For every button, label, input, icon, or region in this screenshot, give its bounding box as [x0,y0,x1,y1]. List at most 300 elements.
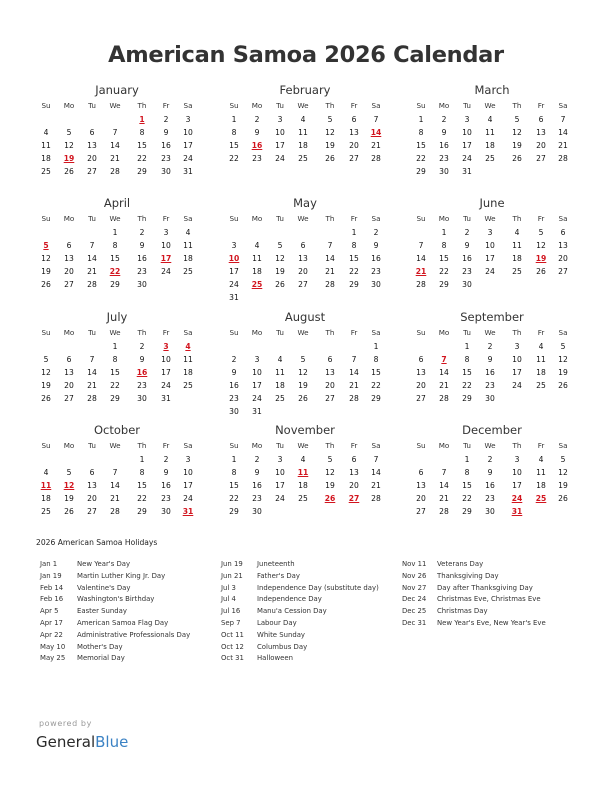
day-cell[interactable]: 13 [558,241,568,250]
day-cell[interactable]: 28 [371,494,381,503]
day-cell[interactable]: 5 [66,128,72,137]
day-cell[interactable]: 17 [512,368,522,377]
day-cell[interactable]: 13 [416,368,426,377]
holiday-day-cell[interactable]: 1 [139,115,145,124]
day-cell[interactable]: 5 [277,241,283,250]
day-cell[interactable]: 28 [439,507,449,516]
day-cell[interactable]: 12 [512,128,522,137]
day-cell[interactable]: 17 [183,141,193,150]
day-cell[interactable]: 6 [66,241,72,250]
day-cell[interactable]: 23 [462,267,472,276]
day-cell[interactable]: 25 [485,154,495,163]
day-cell[interactable]: 3 [514,342,520,351]
day-cell[interactable]: 30 [161,507,171,516]
day-cell[interactable]: 10 [183,468,193,477]
day-cell[interactable]: 10 [161,241,171,250]
day-cell[interactable]: 22 [349,267,359,276]
day-cell[interactable]: 15 [229,481,239,490]
day-cell[interactable]: 14 [325,254,335,263]
day-cell[interactable]: 3 [231,241,237,250]
day-cell[interactable]: 24 [161,267,171,276]
day-cell[interactable]: 2 [441,115,447,124]
day-cell[interactable]: 23 [485,494,495,503]
day-cell[interactable]: 21 [349,381,359,390]
day-cell[interactable]: 19 [41,267,51,276]
day-cell[interactable]: 19 [275,267,285,276]
day-cell[interactable]: 9 [139,355,145,364]
day-cell[interactable]: 1 [373,342,379,351]
day-cell[interactable]: 16 [252,481,262,490]
day-cell[interactable]: 29 [137,507,147,516]
day-cell[interactable]: 4 [43,468,49,477]
day-cell[interactable]: 29 [462,507,472,516]
day-cell[interactable]: 10 [183,128,193,137]
day-cell[interactable]: 30 [485,507,495,516]
holiday-day-cell[interactable]: 21 [415,267,427,276]
day-cell[interactable]: 17 [183,481,193,490]
day-cell[interactable]: 26 [41,394,51,403]
day-cell[interactable]: 2 [139,228,145,237]
day-cell[interactable]: 24 [485,267,495,276]
day-cell[interactable]: 17 [485,254,495,263]
day-cell[interactable]: 21 [371,481,381,490]
day-cell[interactable]: 13 [325,368,335,377]
day-cell[interactable]: 8 [231,128,237,137]
day-cell[interactable]: 6 [560,228,566,237]
day-cell[interactable]: 2 [163,115,169,124]
day-cell[interactable]: 8 [464,468,470,477]
day-cell[interactable]: 18 [536,368,546,377]
day-cell[interactable]: 30 [252,507,262,516]
day-cell[interactable]: 19 [325,481,335,490]
day-cell[interactable]: 13 [349,128,359,137]
day-cell[interactable]: 31 [462,167,472,176]
day-cell[interactable]: 30 [371,280,381,289]
day-cell[interactable]: 11 [512,241,522,250]
day-cell[interactable]: 30 [439,167,449,176]
day-cell[interactable]: 9 [487,468,493,477]
day-cell[interactable]: 1 [112,342,118,351]
day-cell[interactable]: 12 [64,141,74,150]
day-cell[interactable]: 14 [87,254,97,263]
day-cell[interactable]: 1 [351,228,357,237]
day-cell[interactable]: 28 [416,280,426,289]
day-cell[interactable]: 7 [89,355,95,364]
day-cell[interactable]: 3 [487,228,493,237]
day-cell[interactable]: 29 [439,280,449,289]
day-cell[interactable]: 22 [371,381,381,390]
day-cell[interactable]: 11 [275,368,285,377]
day-cell[interactable]: 13 [87,481,97,490]
holiday-day-cell[interactable]: 19 [535,254,547,263]
day-cell[interactable]: 29 [462,394,472,403]
day-cell[interactable]: 16 [229,381,239,390]
day-cell[interactable]: 25 [183,267,193,276]
day-cell[interactable]: 8 [231,468,237,477]
day-cell[interactable]: 13 [64,368,74,377]
day-cell[interactable]: 15 [416,141,426,150]
day-cell[interactable]: 6 [418,355,424,364]
day-cell[interactable]: 6 [418,468,424,477]
day-cell[interactable]: 25 [298,154,308,163]
day-cell[interactable]: 30 [137,394,147,403]
day-cell[interactable]: 18 [485,141,495,150]
day-cell[interactable]: 4 [300,115,306,124]
day-cell[interactable]: 26 [275,280,285,289]
day-cell[interactable]: 27 [64,280,74,289]
day-cell[interactable]: 18 [183,368,193,377]
day-cell[interactable]: 9 [254,128,260,137]
day-cell[interactable]: 22 [137,494,147,503]
day-cell[interactable]: 18 [298,141,308,150]
day-cell[interactable]: 27 [416,507,426,516]
day-cell[interactable]: 21 [439,381,449,390]
day-cell[interactable]: 26 [64,507,74,516]
day-cell[interactable]: 6 [300,241,306,250]
holiday-day-cell[interactable]: 14 [370,128,382,137]
day-cell[interactable]: 11 [298,128,308,137]
day-cell[interactable]: 26 [325,154,335,163]
day-cell[interactable]: 5 [66,468,72,477]
day-cell[interactable]: 23 [439,154,449,163]
day-cell[interactable]: 7 [351,355,357,364]
holiday-day-cell[interactable]: 12 [63,481,75,490]
day-cell[interactable]: 25 [183,381,193,390]
day-cell[interactable]: 15 [137,481,147,490]
day-cell[interactable]: 29 [110,280,120,289]
holiday-day-cell[interactable]: 19 [63,154,75,163]
day-cell[interactable]: 8 [441,241,447,250]
day-cell[interactable]: 12 [558,355,568,364]
day-cell[interactable]: 25 [298,494,308,503]
day-cell[interactable]: 16 [137,254,147,263]
day-cell[interactable]: 25 [512,267,522,276]
day-cell[interactable]: 15 [462,481,472,490]
day-cell[interactable]: 16 [161,481,171,490]
holiday-day-cell[interactable]: 7 [441,355,447,364]
day-cell[interactable]: 18 [41,494,51,503]
day-cell[interactable]: 1 [231,455,237,464]
day-cell[interactable]: 26 [536,267,546,276]
day-cell[interactable]: 6 [66,355,72,364]
day-cell[interactable]: 24 [462,154,472,163]
holiday-day-cell[interactable]: 4 [185,342,191,351]
day-cell[interactable]: 27 [87,507,97,516]
day-cell[interactable]: 17 [229,267,239,276]
day-cell[interactable]: 1 [112,228,118,237]
day-cell[interactable]: 7 [373,455,379,464]
day-cell[interactable]: 17 [512,481,522,490]
day-cell[interactable]: 14 [110,481,120,490]
day-cell[interactable]: 27 [558,267,568,276]
day-cell[interactable]: 13 [349,468,359,477]
day-cell[interactable]: 2 [464,228,470,237]
day-cell[interactable]: 24 [275,494,285,503]
day-cell[interactable]: 25 [41,507,51,516]
day-cell[interactable]: 7 [327,241,333,250]
holiday-day-cell[interactable]: 3 [163,342,169,351]
day-cell[interactable]: 3 [254,355,260,364]
day-cell[interactable]: 18 [183,254,193,263]
day-cell[interactable]: 1 [441,228,447,237]
day-cell[interactable]: 31 [161,394,171,403]
day-cell[interactable]: 24 [252,394,262,403]
day-cell[interactable]: 9 [373,241,379,250]
day-cell[interactable]: 24 [183,154,193,163]
day-cell[interactable]: 2 [139,342,145,351]
day-cell[interactable]: 22 [110,381,120,390]
day-cell[interactable]: 25 [41,167,51,176]
day-cell[interactable]: 1 [464,455,470,464]
day-cell[interactable]: 19 [558,481,568,490]
day-cell[interactable]: 12 [41,254,51,263]
day-cell[interactable]: 14 [439,481,449,490]
day-cell[interactable]: 15 [110,368,120,377]
day-cell[interactable]: 24 [183,494,193,503]
day-cell[interactable]: 12 [536,241,546,250]
day-cell[interactable]: 7 [418,241,424,250]
day-cell[interactable]: 9 [487,355,493,364]
day-cell[interactable]: 22 [462,494,472,503]
day-cell[interactable]: 7 [373,115,379,124]
day-cell[interactable]: 5 [327,115,333,124]
day-cell[interactable]: 24 [512,381,522,390]
day-cell[interactable]: 13 [64,254,74,263]
day-cell[interactable]: 8 [351,241,357,250]
day-cell[interactable]: 6 [327,355,333,364]
day-cell[interactable]: 16 [462,254,472,263]
day-cell[interactable]: 21 [325,267,335,276]
day-cell[interactable]: 20 [416,494,426,503]
day-cell[interactable]: 29 [137,167,147,176]
day-cell[interactable]: 27 [64,394,74,403]
day-cell[interactable]: 21 [558,141,568,150]
day-cell[interactable]: 20 [349,141,359,150]
day-cell[interactable]: 4 [43,128,49,137]
day-cell[interactable]: 2 [373,228,379,237]
day-cell[interactable]: 5 [560,455,566,464]
day-cell[interactable]: 3 [514,455,520,464]
day-cell[interactable]: 31 [183,167,193,176]
day-cell[interactable]: 11 [41,141,51,150]
day-cell[interactable]: 19 [41,381,51,390]
day-cell[interactable]: 18 [252,267,262,276]
day-cell[interactable]: 4 [300,455,306,464]
day-cell[interactable]: 28 [371,154,381,163]
day-cell[interactable]: 20 [558,254,568,263]
day-cell[interactable]: 15 [371,368,381,377]
day-cell[interactable]: 15 [229,141,239,150]
day-cell[interactable]: 17 [462,141,472,150]
day-cell[interactable]: 10 [462,128,472,137]
day-cell[interactable]: 11 [183,355,193,364]
day-cell[interactable]: 28 [87,394,97,403]
day-cell[interactable]: 15 [137,141,147,150]
day-cell[interactable]: 9 [163,128,169,137]
day-cell[interactable]: 11 [183,241,193,250]
day-cell[interactable]: 17 [275,481,285,490]
day-cell[interactable]: 2 [163,455,169,464]
day-cell[interactable]: 11 [536,355,546,364]
day-cell[interactable]: 16 [485,368,495,377]
day-cell[interactable]: 8 [139,468,145,477]
day-cell[interactable]: 23 [252,154,262,163]
holiday-day-cell[interactable]: 24 [511,494,523,503]
day-cell[interactable]: 14 [87,368,97,377]
day-cell[interactable]: 4 [487,115,493,124]
day-cell[interactable]: 23 [252,494,262,503]
day-cell[interactable]: 18 [298,481,308,490]
day-cell[interactable]: 15 [349,254,359,263]
holiday-day-cell[interactable]: 10 [228,254,240,263]
day-cell[interactable]: 24 [275,154,285,163]
holiday-day-cell[interactable]: 25 [535,494,547,503]
day-cell[interactable]: 31 [229,293,239,302]
day-cell[interactable]: 23 [485,381,495,390]
day-cell[interactable]: 27 [298,280,308,289]
day-cell[interactable]: 15 [462,368,472,377]
day-cell[interactable]: 2 [487,342,493,351]
day-cell[interactable]: 14 [416,254,426,263]
day-cell[interactable]: 3 [464,115,470,124]
day-cell[interactable]: 5 [514,115,520,124]
day-cell[interactable]: 25 [275,394,285,403]
day-cell[interactable]: 22 [229,494,239,503]
day-cell[interactable]: 30 [137,280,147,289]
day-cell[interactable]: 12 [325,128,335,137]
day-cell[interactable]: 8 [112,355,118,364]
day-cell[interactable]: 11 [485,128,495,137]
day-cell[interactable]: 13 [298,254,308,263]
day-cell[interactable]: 5 [560,342,566,351]
day-cell[interactable]: 6 [351,115,357,124]
day-cell[interactable]: 27 [416,394,426,403]
day-cell[interactable]: 20 [64,267,74,276]
day-cell[interactable]: 12 [558,468,568,477]
day-cell[interactable]: 16 [485,481,495,490]
day-cell[interactable]: 16 [371,254,381,263]
day-cell[interactable]: 10 [252,368,262,377]
day-cell[interactable]: 26 [298,394,308,403]
day-cell[interactable]: 1 [418,115,424,124]
day-cell[interactable]: 5 [300,355,306,364]
day-cell[interactable]: 5 [43,355,49,364]
holiday-day-cell[interactable]: 31 [511,507,523,516]
day-cell[interactable]: 3 [277,455,283,464]
day-cell[interactable]: 9 [139,241,145,250]
day-cell[interactable]: 1 [139,455,145,464]
day-cell[interactable]: 20 [64,381,74,390]
day-cell[interactable]: 5 [327,455,333,464]
day-cell[interactable]: 6 [89,128,95,137]
day-cell[interactable]: 10 [485,241,495,250]
day-cell[interactable]: 9 [163,468,169,477]
holiday-day-cell[interactable]: 31 [182,507,194,516]
day-cell[interactable]: 21 [439,494,449,503]
day-cell[interactable]: 14 [371,468,381,477]
day-cell[interactable]: 22 [416,154,426,163]
day-cell[interactable]: 18 [512,254,522,263]
day-cell[interactable]: 10 [275,128,285,137]
day-cell[interactable]: 20 [416,381,426,390]
day-cell[interactable]: 20 [87,494,97,503]
day-cell[interactable]: 6 [351,455,357,464]
day-cell[interactable]: 7 [112,128,118,137]
day-cell[interactable]: 16 [439,141,449,150]
day-cell[interactable]: 15 [439,254,449,263]
day-cell[interactable]: 17 [252,381,262,390]
day-cell[interactable]: 26 [64,167,74,176]
day-cell[interactable]: 4 [277,355,283,364]
day-cell[interactable]: 27 [349,154,359,163]
day-cell[interactable]: 3 [185,455,191,464]
day-cell[interactable]: 8 [418,128,424,137]
day-cell[interactable]: 10 [512,468,522,477]
holiday-day-cell[interactable]: 17 [160,254,172,263]
day-cell[interactable]: 21 [110,154,120,163]
day-cell[interactable]: 30 [485,394,495,403]
day-cell[interactable]: 17 [161,368,171,377]
day-cell[interactable]: 10 [275,468,285,477]
day-cell[interactable]: 21 [87,381,97,390]
day-cell[interactable]: 20 [298,267,308,276]
day-cell[interactable]: 26 [512,154,522,163]
holiday-day-cell[interactable]: 11 [297,468,309,477]
day-cell[interactable]: 19 [64,494,74,503]
day-cell[interactable]: 29 [416,167,426,176]
day-cell[interactable]: 10 [512,355,522,364]
day-cell[interactable]: 2 [254,455,260,464]
day-cell[interactable]: 4 [538,455,544,464]
day-cell[interactable]: 24 [161,381,171,390]
day-cell[interactable]: 19 [298,381,308,390]
day-cell[interactable]: 11 [252,254,262,263]
day-cell[interactable]: 8 [373,355,379,364]
day-cell[interactable]: 30 [229,407,239,416]
day-cell[interactable]: 5 [538,228,544,237]
day-cell[interactable]: 12 [325,468,335,477]
day-cell[interactable]: 21 [87,267,97,276]
day-cell[interactable]: 14 [349,368,359,377]
day-cell[interactable]: 26 [558,494,568,503]
day-cell[interactable]: 28 [558,154,568,163]
day-cell[interactable]: 13 [416,481,426,490]
day-cell[interactable]: 12 [275,254,285,263]
day-cell[interactable]: 6 [89,468,95,477]
day-cell[interactable]: 28 [349,394,359,403]
holiday-day-cell[interactable]: 27 [348,494,360,503]
day-cell[interactable]: 29 [229,507,239,516]
day-cell[interactable]: 30 [161,167,171,176]
day-cell[interactable]: 28 [87,280,97,289]
day-cell[interactable]: 20 [87,154,97,163]
day-cell[interactable]: 31 [252,407,262,416]
day-cell[interactable]: 9 [254,468,260,477]
day-cell[interactable]: 29 [110,394,120,403]
day-cell[interactable]: 12 [41,368,51,377]
day-cell[interactable]: 25 [536,381,546,390]
day-cell[interactable]: 13 [536,128,546,137]
day-cell[interactable]: 11 [536,468,546,477]
day-cell[interactable]: 7 [441,468,447,477]
day-cell[interactable]: 14 [110,141,120,150]
day-cell[interactable]: 1 [464,342,470,351]
day-cell[interactable]: 22 [462,381,472,390]
day-cell[interactable]: 19 [558,368,568,377]
day-cell[interactable]: 23 [137,381,147,390]
day-cell[interactable]: 20 [325,381,335,390]
day-cell[interactable]: 18 [536,481,546,490]
